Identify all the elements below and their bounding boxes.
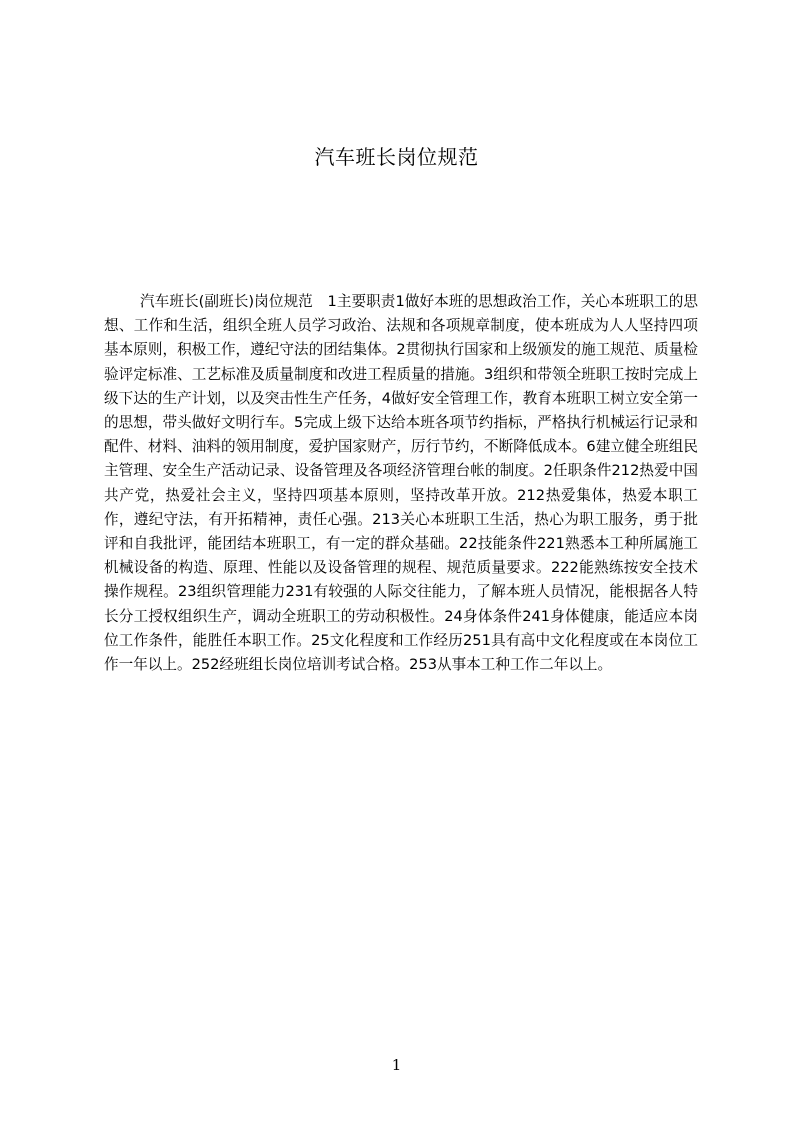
page-number: 1 bbox=[391, 1056, 402, 1074]
page-title: 汽车班长岗位规范 bbox=[314, 145, 479, 169]
body-paragraph: 汽车班长(副班长)岗位规范 1主要职责1做好本班的思想政治工作，关心本班职工的思想、工作和生活，组织全班人员学习政治、法规和各项规章制度，使本班成为人人坚持四项基本原则，积极工作，遵纪守法的团结集体。2贯彻执行国家和上级颁发的施工规范、质量检验评定标准、工艺标准及质量制度和改进工程质量的措施。3组织和带领全班职工按时完成上级下达的生产计划，以及突击性生产任务，4做好安全管理工作，教育本班职工树立安全第一的思想，带头做好文明行车。5完成上级下达给本班各项节约指标，严格执行机械运行记录和配件、材料、油料的领用制度，爱护国家财产，厉行节约，不断降低成本。6建立健全班组民主管理、安全生产活动记录、设备管理及各项经济管理台帐的制度。2任职条件212热爱中国共产党，热爱社会主义，坚持四项基本原则，坚持改革开放。212热爱集体，热爱本职工作，遵纪守法，有开拓精神，责任心强。213关心本班职工生活，热心为职工服务，勇于批评和自我批评，能团结本班职工，有一定的群众基础。22技能条件221熟悉本工种所属施工机械设备的构造、原理、性能以及设备管理的规程、规范质量要求。222能熟练按安全技术操作规程。23组织管理能力231有较强的人际交往能力，了解本班人员情况，能根据各人特长分工授权组织生产，调动全班职工的劳动积极性。24身体条件241身体健康，能适应本岗位工作条件，能胜任本职工作。25文化程度和工作经历251具有高中文化程度或在本岗位工作一年以上。252经班组长岗位培训考试合格。253从事本工种工作二年以上。 bbox=[104, 293, 698, 674]
